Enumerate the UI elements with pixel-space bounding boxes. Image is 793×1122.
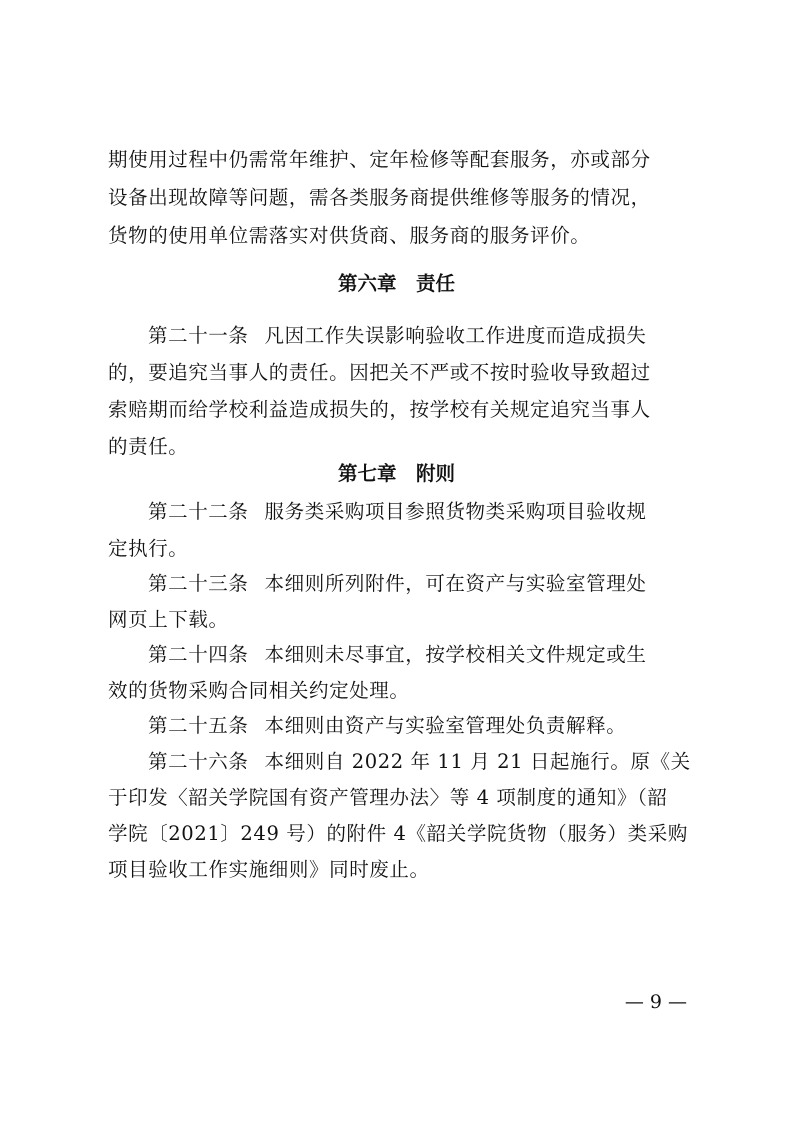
article-26-line: 于印发〈韶关学院国有资产管理办法〉等 4 项制度的通知》（韶 xyxy=(108,786,668,809)
article-21-label: 第二十一条 xyxy=(148,324,249,347)
article-21-line: 索赔期而给学校利益造成损失的，按学校有关规定追究当事人 xyxy=(108,398,651,421)
article-23-line: 网页上下载。 xyxy=(108,608,229,631)
article-26-first-line xyxy=(148,746,691,778)
chapter-heading-7: 第七章 附则 xyxy=(337,462,455,485)
chapter-heading-6: 第六章 责任 xyxy=(337,272,455,295)
article-22-line: 定执行。 xyxy=(108,537,189,560)
article-26-line: 学院〔2021〕249 号）的附件 4《韶关学院货物（服务）类采购 xyxy=(108,822,688,845)
article-21-line: 的责任。 xyxy=(108,435,189,458)
article-23-first-line xyxy=(148,568,688,600)
article-23-label: 第二十三条 xyxy=(148,572,249,595)
article-22-label: 第二十二条 xyxy=(148,500,249,523)
article-21-text: 凡因工作失误影响验收工作进度而造成损失 xyxy=(264,324,647,347)
article-26-line: 项目验收工作实施细则》同时废止。 xyxy=(108,858,430,881)
paragraph-line: 期使用过程中仍需常年维护、定年检修等配套服务，亦或部分 xyxy=(108,148,651,171)
article-21-line: 的，要追究当事人的责任。因把关不严或不按时验收导致超过 xyxy=(108,361,651,384)
paragraph-line: 货物的使用单位需落实对供货商、服务商的服务评价。 xyxy=(108,224,591,247)
article-22-first-line xyxy=(148,496,688,528)
article-22-text: 服务类采购项目参照货物类采购项目验收规 xyxy=(264,500,647,523)
article-23-text: 本细则所列附件，可在资产与实验室管理处 xyxy=(264,572,647,595)
article-24-label: 第二十四条 xyxy=(148,643,249,666)
article-26-text: 本细则自 2022 年 11 月 21 日起施行。原《关 xyxy=(264,750,691,773)
article-25-text: 本细则由资产与实验室管理处负责解释。 xyxy=(264,714,627,737)
article-24-first-line xyxy=(148,639,688,671)
article-21-first-line xyxy=(148,320,688,352)
article-24-line: 效的货物采购合同相关约定处理。 xyxy=(108,679,410,702)
paragraph-line: 设备出现故障等问题，需各类服务商提供维修等服务的情况， xyxy=(108,186,651,209)
article-25-first-line xyxy=(148,710,688,742)
article-26-label: 第二十六条 xyxy=(148,750,249,773)
article-24-text: 本细则未尽事宜，按学校相关文件规定或生 xyxy=(264,643,647,666)
article-25-label: 第二十五条 xyxy=(148,714,249,737)
page-number: — 9 — xyxy=(624,991,687,1013)
